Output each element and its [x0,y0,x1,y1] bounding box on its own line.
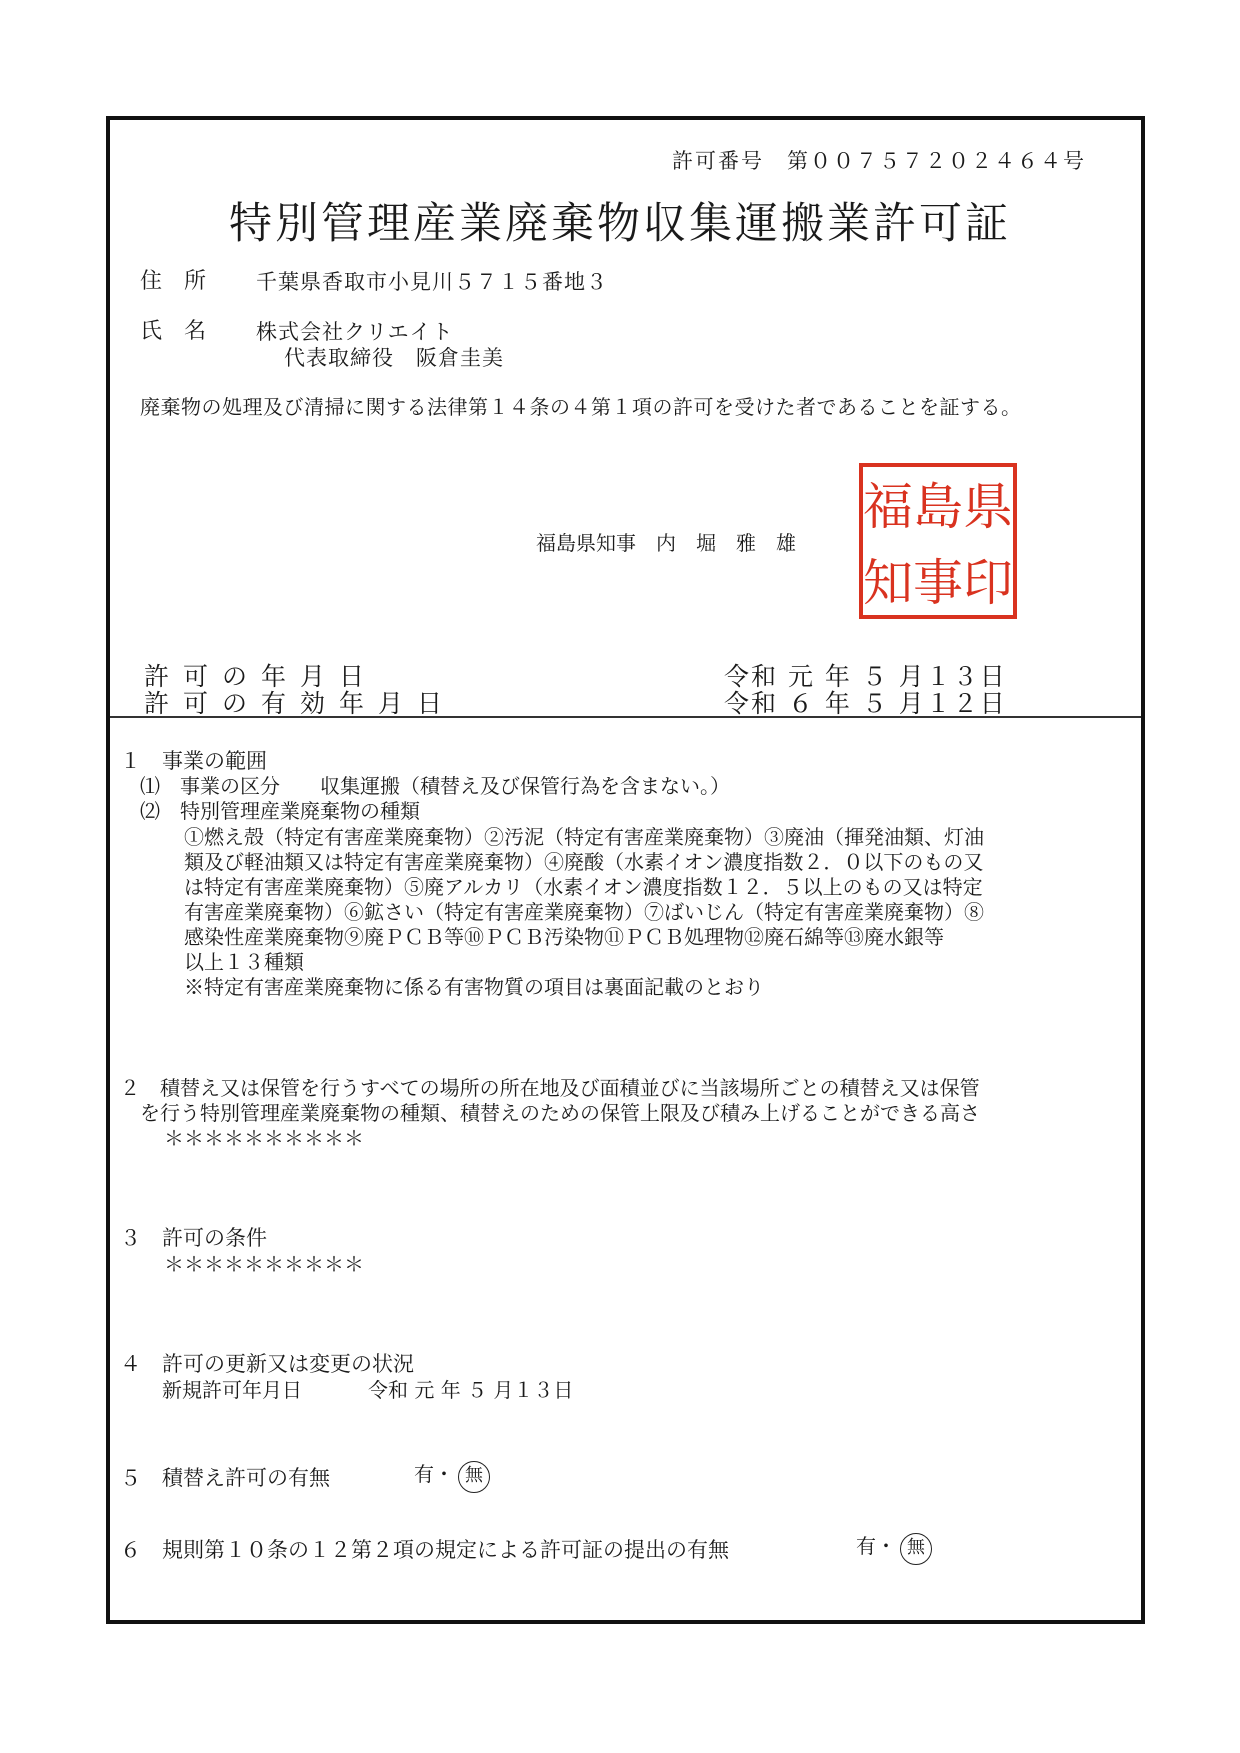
waste-type-line: 有害産業廃棄物）⑥鉱さい（特定有害産業廃棄物）⑦ばいじん（特定有害産業廃棄物）⑧ [184,900,984,924]
section-3-value: ＊＊＊＊＊＊＊＊＊＊ [164,1252,364,1276]
name-label: 氏 名 [140,319,207,344]
section-2-line: ２ 積替え又は保管を行うすべての場所の所在地及び面積並びに当該場所ごとの積替え又は保管 [120,1076,980,1100]
waste-type-note: ※特定有害産業廃棄物に係る有害物質の項目は裏面記載のとおり [184,975,764,999]
seal-char: 事 [913,554,963,612]
choice-no-circled: 無 [900,1533,932,1565]
transfer-permit-choice [414,1458,490,1493]
divider [110,716,1141,718]
seal-char: 知 [863,554,913,612]
company-name: 株式会社クリエイト [256,320,454,344]
permit-date-value: 令和 元 年 ５ 月１３日 [724,662,1007,691]
permit-date-label: 許可の年月日 [144,662,379,691]
seal-char: 島 [913,478,963,536]
section-4-title: ４ 許可の更新又は変更の状況 [120,1352,414,1376]
choice-yes: 有・ [414,1462,454,1486]
address-value: 千葉県香取市小見川５７１５番地３ [256,270,608,294]
submission-choice [856,1530,932,1565]
governor-name: 福島県知事 内 堀 雅 雄 [536,531,796,555]
waste-types-heading: ⑵ 特別管理産業廃棄物の種類 [140,799,420,823]
section-3-title: ３ 許可の条件 [120,1226,267,1250]
certificate-title: 特別管理産業廃棄物収集運搬業許可証 [229,199,1011,249]
waste-type-line: 感染性産業廃棄物⑨廃ＰＣＢ等⑩ＰＣＢ汚染物⑪ＰＣＢ処理物⑫廃石綿等⑬廃水銀等 [184,925,944,949]
section-6-title: ６ 規則第１０条の１２第２項の規定による許可証の提出の有無 [120,1538,729,1562]
certification-statement: 廃棄物の処理及び清掃に関する法律第１４条の４第１項の許可を受けた者であることを証する。 [140,395,1022,419]
permit-number: 許可番号 第００７５７２０２４６４号 [672,149,1086,173]
seal-char: 印 [963,554,1013,612]
valid-date-value: 令和 ６ 年 ５ 月１２日 [724,689,1007,718]
section-2-line: を行う特別管理産業廃棄物の種類、積替えのための保管上限及び積み上げることができる高さ [140,1101,980,1125]
official-seal [858,462,1018,620]
seal-char: 福 [863,478,913,536]
waste-type-line: ①燃え殻（特定有害産業廃棄物）②汚泥（特定有害産業廃棄物）③廃油（揮発油類、灯油 [184,825,984,849]
choice-yes: 有・ [856,1534,896,1558]
section-2-value: ＊＊＊＊＊＊＊＊＊＊ [164,1126,364,1150]
representative-name: 代表取締役 阪倉圭美 [284,346,504,370]
section-1-title: １ 事業の範囲 [120,749,267,773]
waste-type-line: 類及び軽油類又は特定有害産業廃棄物）④廃酸（水素イオン濃度指数２．０以下のもの又 [184,850,984,874]
new-permit-date-value: 令和 元 年 ５ 月１３日 [368,1378,574,1402]
choice-no-circled: 無 [458,1461,490,1493]
new-permit-date-label: 新規許可年月日 [162,1378,302,1402]
seal-char: 県 [963,478,1013,536]
section-5-title: ５ 積替え許可の有無 [120,1466,330,1490]
waste-type-line: は特定有害産業廃棄物）⑤廃アルカリ（水素イオン濃度指数１２．５以上のもの又は特定 [184,875,983,899]
waste-type-count: 以上１３種類 [184,950,304,974]
valid-date-label: 許可の有効年月日 [144,689,457,718]
business-category: ⑴ 事業の区分 収集運搬（積替え及び保管行為を含まない。） [140,774,730,798]
address-label: 住 所 [140,269,207,294]
